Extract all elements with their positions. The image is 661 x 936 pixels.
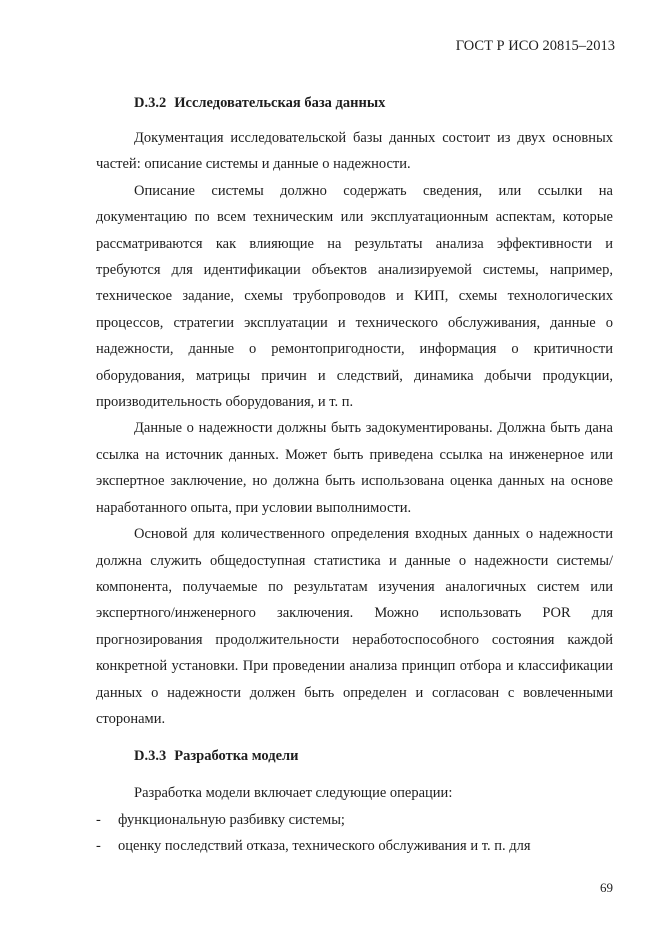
list-item-text: оценку последствий отказа, технического обслуживания и т. п. для: [118, 838, 531, 855]
paragraph: Основой для количественного определения входных данных о надежности должна служить общедоступная статистика и данные о надежности системы/компонента, получаемые по результатам изучения аналогичных систем или экспертного/инженерного заключения. Можно использовать POR для прогнозирования продолжительности неработоспособного состояния каждой конкретной установки. При проведении анализа принцип отбора и классификации данных о надежности должен быть определен и согласован с вовлеченными сторонами.: [96, 526, 613, 727]
paragraph: Разработка модели включает следующие операции:: [134, 785, 453, 802]
paragraph: Описание системы должно содержать сведения, или ссылки на документацию по всем техническим или эксплуатационным аспектам, которые рассматриваются как влияющие на результаты анализа эффективности и требуются для идентификации объектов анализируемой системы, например, техническое задание, схемы трубопроводов и КИП, схемы технологических процессов, стратегии эксплуатации и технического обслуживания, данные о надежности, данные о ремонтопригодности, информация о критичности оборудования, матрицы причин и следствий, динамика добычи продукции, производительность оборудования, и т. п.: [96, 182, 613, 411]
paragraph: Документация исследовательской базы данных состоит из двух основных частей: описание системы и данные о надежности.: [96, 130, 613, 173]
document-standard-header: ГОСТ Р ИСО 20815–2013: [455, 38, 615, 54]
list-dash: -: [96, 838, 101, 855]
paragraph: Данные о надежности должны быть задокументированы. Должна быть дана ссылка на источник данных. Может быть приведена ссылка на инженерное или экспертное заключение, но должна быть использована оценка данных на основе наработанного опыта, при условии выполнимости.: [96, 420, 613, 516]
list-item: [96, 807, 613, 833]
operations-list: [96, 807, 613, 860]
page-content: [96, 90, 613, 860]
section-number: D.3.3: [134, 748, 167, 765]
section-title: Разработка модели: [174, 748, 299, 765]
list-item-text: функциональную разбивку системы;: [118, 811, 345, 828]
section-heading: [96, 90, 613, 116]
section-heading: [96, 743, 613, 769]
list-item: [96, 833, 613, 859]
section-title: Исследовательская база данных: [174, 95, 386, 111]
page-number: 69: [600, 880, 613, 895]
section-number: D.3.2: [134, 95, 167, 111]
list-dash: -: [96, 811, 101, 828]
